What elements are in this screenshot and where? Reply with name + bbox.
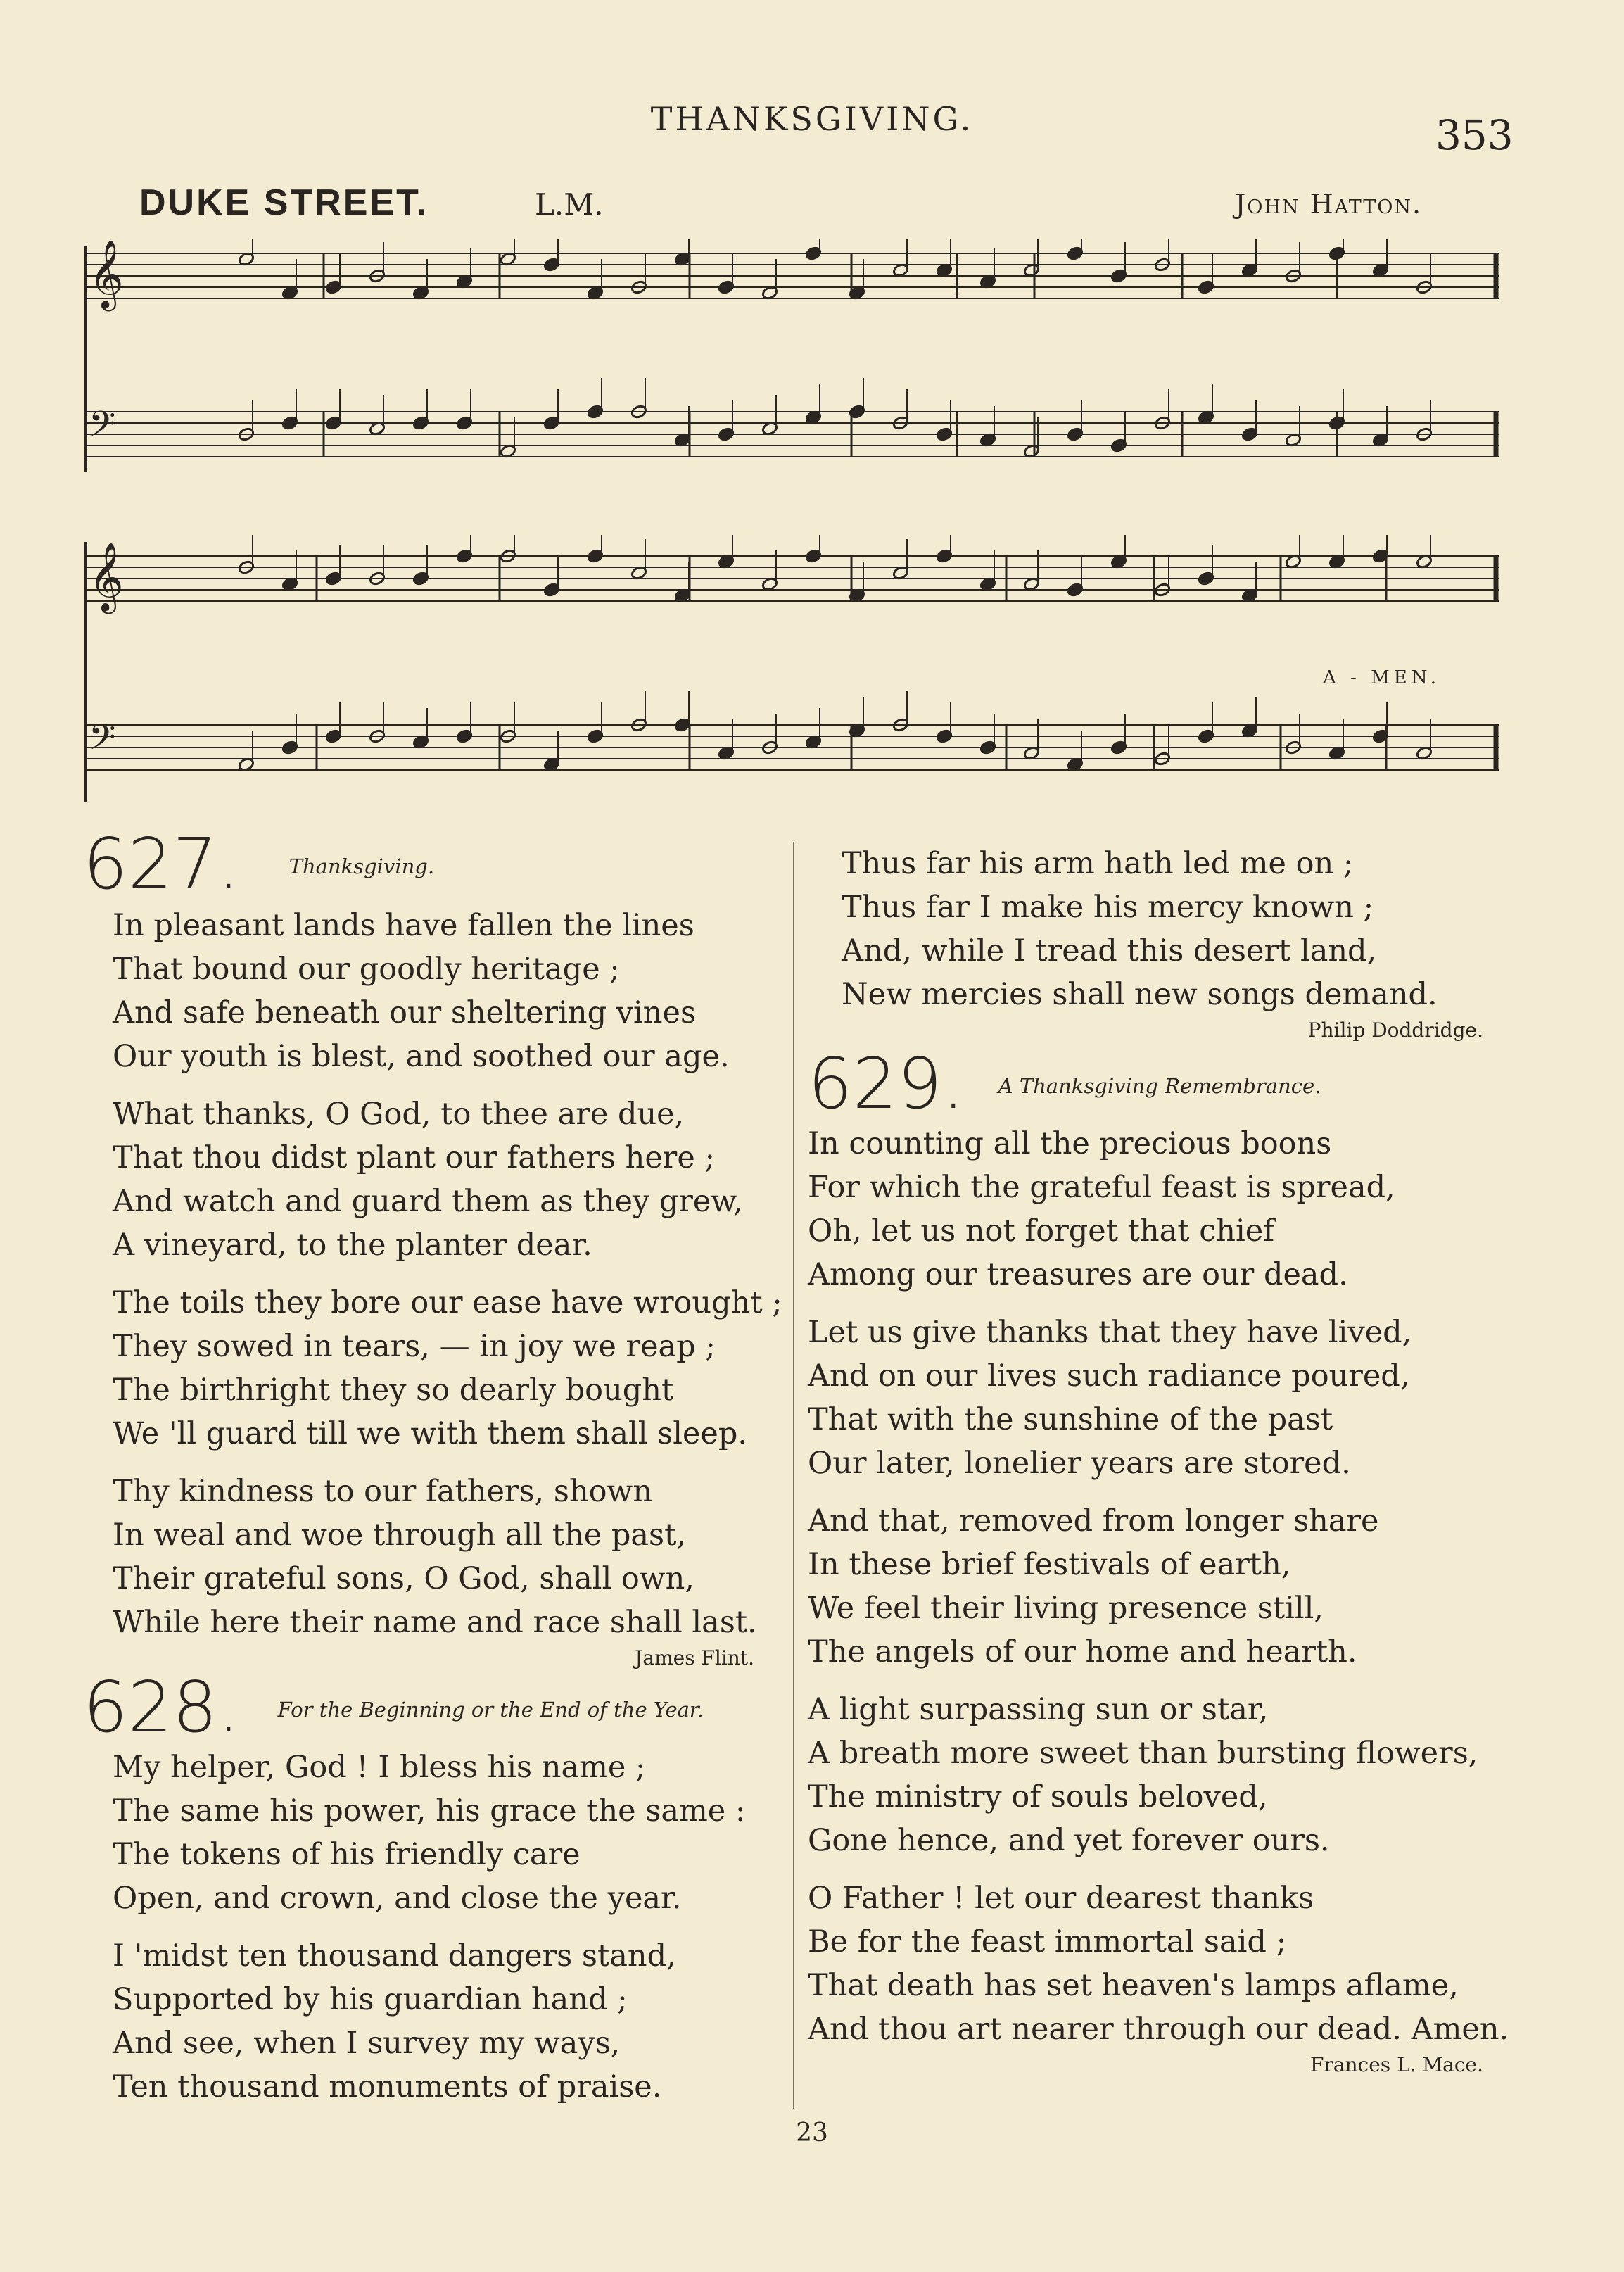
section-title: THANKSGIVING. (650, 100, 974, 138)
verse-line: The tokens of his friendly care (113, 1837, 581, 1872)
verse-line: That with the sunshine of the past (808, 1402, 1333, 1437)
verse-line: My helper, God ! I bless his name ; (113, 1750, 646, 1785)
page-number: 353 (1435, 111, 1514, 159)
verse-line: That bound our goodly heritage ; (113, 952, 620, 987)
verse-line: In counting all the precious boons (808, 1126, 1332, 1161)
hymn-629-title: A Thanksgiving Remembrance. (998, 1074, 1321, 1098)
staff (84, 691, 1499, 772)
verse-line: And, while I tread this desert land, (842, 933, 1377, 968)
music-score-system-2 (84, 535, 1506, 816)
verse-line: What thanks, O God, to thee are due, (113, 1097, 685, 1132)
staff (84, 239, 1499, 311)
staff (84, 378, 1499, 459)
left-column (83, 823, 782, 2109)
hymn-629-author: Frances L. Mace. (1310, 2053, 1483, 2076)
verse-line: And that, removed from longer share (808, 1503, 1379, 1539)
verse-line: The birthright they so dearly bought (113, 1372, 674, 1408)
verse-line: In pleasant lands have fallen the lines (113, 908, 694, 943)
verse-line: Thus far his arm hath led me on ; (842, 846, 1354, 881)
verse-line: Our later, lonelier years are stored. (808, 1446, 1351, 1481)
hymn-627-title: Thanksgiving. (288, 854, 435, 878)
verse-line: A light surpassing sun or star, (808, 1692, 1269, 1727)
staff (84, 535, 1499, 614)
verse-line: Oh, let us not forget that chief (808, 1213, 1275, 1249)
verse-line: In weal and woe through all the past, (113, 1517, 687, 1553)
hymn-627-text (83, 904, 780, 1672)
verse-line: Gone hence, and yet forever ours. (808, 1823, 1330, 1858)
verse-line: Among our treasures are our dead. (808, 1257, 1348, 1292)
verse-line: Supported by his guardian hand ; (113, 1982, 628, 2017)
verse-line: And on our lives such radiance poured, (808, 1358, 1410, 1394)
right-column (808, 842, 1509, 2079)
verse-line: While here their name and race shall last. (113, 1605, 757, 1640)
amen-text: A - MEN. (1323, 667, 1441, 688)
hymn-627-author: James Flint. (635, 1646, 754, 1670)
verse-line: Be for the feast immortal said ; (808, 1924, 1287, 1959)
verse-line: That thou didst plant our fathers here ; (113, 1140, 715, 1175)
hymn-628-title: For the Beginning or the End of the Year. (277, 1698, 704, 1722)
verse-line: Let us give thanks that they have lived, (808, 1315, 1412, 1350)
column-divider (793, 842, 794, 2109)
verse-line: I 'midst ten thousand dangers stand, (113, 1938, 676, 1974)
bass-clef-icon: 𝄢 (89, 717, 116, 766)
verse-line: We feel their living presence still, (808, 1591, 1324, 1626)
verse-line: O Father ! let our dearest thanks (808, 1881, 1314, 1916)
hymn-628-number: 628. (83, 1666, 240, 1748)
music-score-system-1 (84, 239, 1506, 486)
hymn-628-text-part2 (808, 842, 1497, 1045)
verse-line: Open, and crown, and close the year. (113, 1881, 682, 1916)
hymn-627-number: 627. (83, 823, 240, 905)
verse-line: And safe beneath our sheltering vines (113, 995, 697, 1030)
verse-line: A vineyard, to the planter dear. (113, 1227, 592, 1263)
treble-clef-icon: 𝄞 (89, 239, 124, 308)
verse-line: New mercies shall new songs demand. (842, 977, 1438, 1012)
tune-meter: L.M. (535, 187, 604, 222)
verse-line: Thy kindness to our fathers, shown (113, 1474, 653, 1509)
verse-line: And watch and guard them as they grew, (113, 1184, 743, 1219)
hymn-629-text (808, 1122, 1509, 2079)
verse-line: And thou art nearer through our dead. Amen. (808, 2012, 1509, 2047)
tune-name: DUKE STREET. (139, 182, 429, 223)
verse-line: For which the grateful feast is spread, (808, 1170, 1395, 1205)
verse-line: And see, when I survey my ways, (113, 2026, 621, 2061)
hymn-629-number: 629. (808, 1042, 965, 1125)
verse-line: The toils they bore our ease have wrought ; (113, 1285, 782, 1320)
verse-line: The angels of our home and hearth. (808, 1634, 1357, 1670)
page-footer-signature: 23 (796, 2119, 828, 2147)
treble-clef-icon: 𝄞 (89, 542, 124, 611)
tune-composer: John Hatton. (1235, 189, 1423, 220)
verse-line: That death has set heaven's lamps aflame, (808, 1968, 1459, 2003)
hymn-628-text-part1 (83, 1746, 780, 2109)
verse-line: Their grateful sons, O God, shall own, (113, 1561, 694, 1596)
verse-line: We 'll guard till we with them shall sleep. (113, 1416, 748, 1451)
hymn-628-author: Philip Doddridge. (1307, 1018, 1483, 1042)
verse-line: The same his power, his grace the same : (113, 1793, 746, 1829)
bass-clef-icon: 𝄢 (89, 404, 116, 453)
verse-line: A breath more sweet than bursting flowers, (808, 1736, 1478, 1771)
verse-line: In these brief festivals of earth, (808, 1547, 1291, 1582)
verse-line: Our youth is blest, and soothed our age. (113, 1039, 730, 1074)
verse-line: Ten thousand monuments of praise. (113, 2069, 662, 2104)
verse-line: The ministry of souls beloved, (808, 1779, 1268, 1815)
verse-line: They sowed in tears, — in joy we reap ; (113, 1329, 716, 1364)
verse-line: Thus far I make his mercy known ; (842, 890, 1374, 925)
